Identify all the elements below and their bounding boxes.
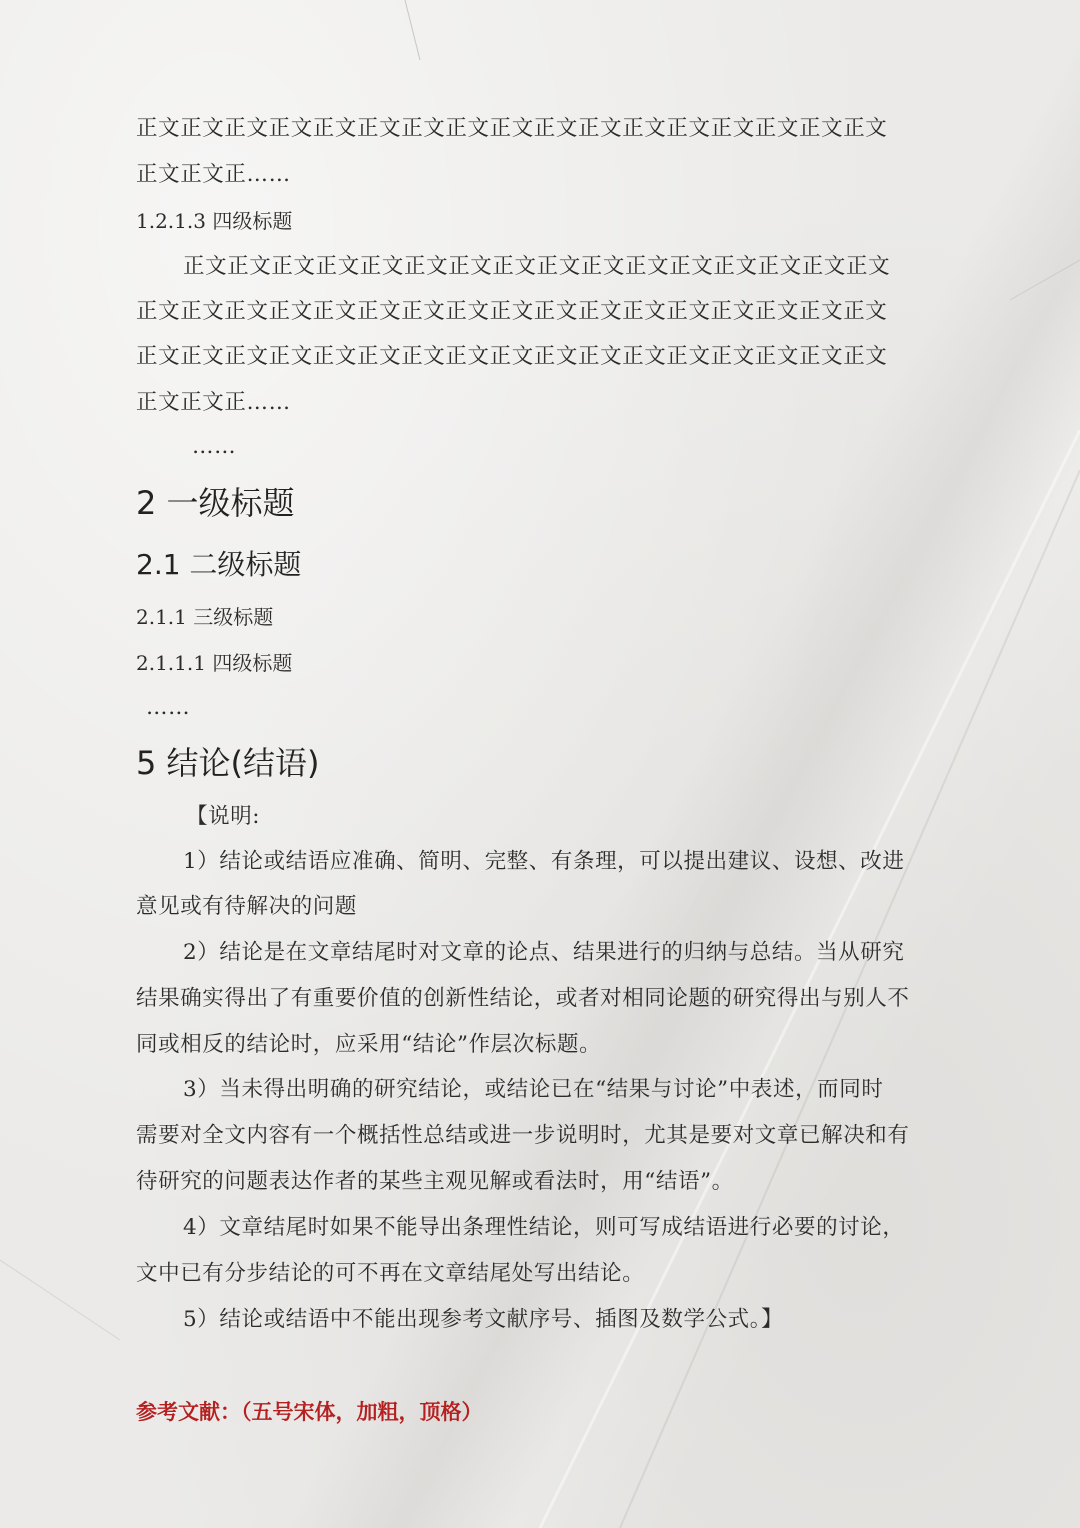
- note-item-4-cont: 文中已有分步结论的可不再在文章结尾处写出结论。: [136, 1261, 645, 1286]
- ellipsis: ……: [146, 695, 191, 720]
- note-item-2-cont: 同或相反的结论时，应采用“结论”作层次标题。: [136, 1032, 602, 1057]
- heading-level3: 2.1.1 三级标题: [136, 605, 274, 629]
- paragraph-line: 正文正文正……: [136, 390, 291, 415]
- heading-level1: 2 一级标题: [136, 484, 295, 522]
- heading-level4: 1.2.1.3 四级标题: [136, 209, 293, 233]
- note-item-4: 4）文章结尾时如果不能导出条理性结论，则可写成结语进行必要的讨论，: [183, 1215, 905, 1240]
- paragraph-line: 正文正文正文正文正文正文正文正文正文正文正文正文正文正文正文正文正文: [136, 116, 888, 141]
- heading-level2: 2.1 二级标题: [136, 548, 302, 581]
- note-item-1: 1）结论或结语应准确、简明、完整、有条理，可以提出建议、设想、改进: [183, 849, 905, 874]
- heading-conclusion: 5 结论(结语): [136, 744, 320, 782]
- ellipsis: ……: [192, 434, 237, 459]
- paragraph-line: 正文正文正文正文正文正文正文正文正文正文正文正文正文正文正文正文正文: [136, 344, 888, 369]
- note-item-3-cont: 待研究的问题表达作者的某些主观见解或看法时，用“结语”。: [136, 1169, 734, 1194]
- paragraph-line: 正文正文正文正文正文正文正文正文正文正文正文正文正文正文正文正文正文: [136, 299, 888, 324]
- note-heading: 【说明:: [186, 804, 261, 829]
- paragraph-line: 正文正文正……: [136, 162, 291, 187]
- note-item-1-cont: 意见或有待解决的问题: [136, 894, 358, 919]
- note-item-3: 3）当未得出明确的研究结论，或结论已在“结果与讨论”中表述，而同时: [183, 1077, 884, 1102]
- note-item-3-cont: 需要对全文内容有一个概括性总结或进一步说明时，尤其是要对文章已解决和有: [136, 1123, 910, 1148]
- note-item-2-cont: 结果确实得出了有重要价值的创新性结论，或者对相同论题的研究得出与别人不: [136, 986, 910, 1011]
- note-item-2: 2）结论是在文章结尾时对文章的论点、结果进行的归纳与总结。当从研究: [183, 940, 905, 965]
- note-item-5: 5）结论或结语中不能出现参考文献序号、插图及数学公式。】: [183, 1307, 784, 1332]
- references-heading: 参考文献：（五号宋体，加粗，顶格）: [136, 1399, 483, 1424]
- paragraph-line: 正文正文正文正文正文正文正文正文正文正文正文正文正文正文正文正文: [183, 254, 891, 279]
- heading-level4: 2.1.1.1 四级标题: [136, 651, 293, 675]
